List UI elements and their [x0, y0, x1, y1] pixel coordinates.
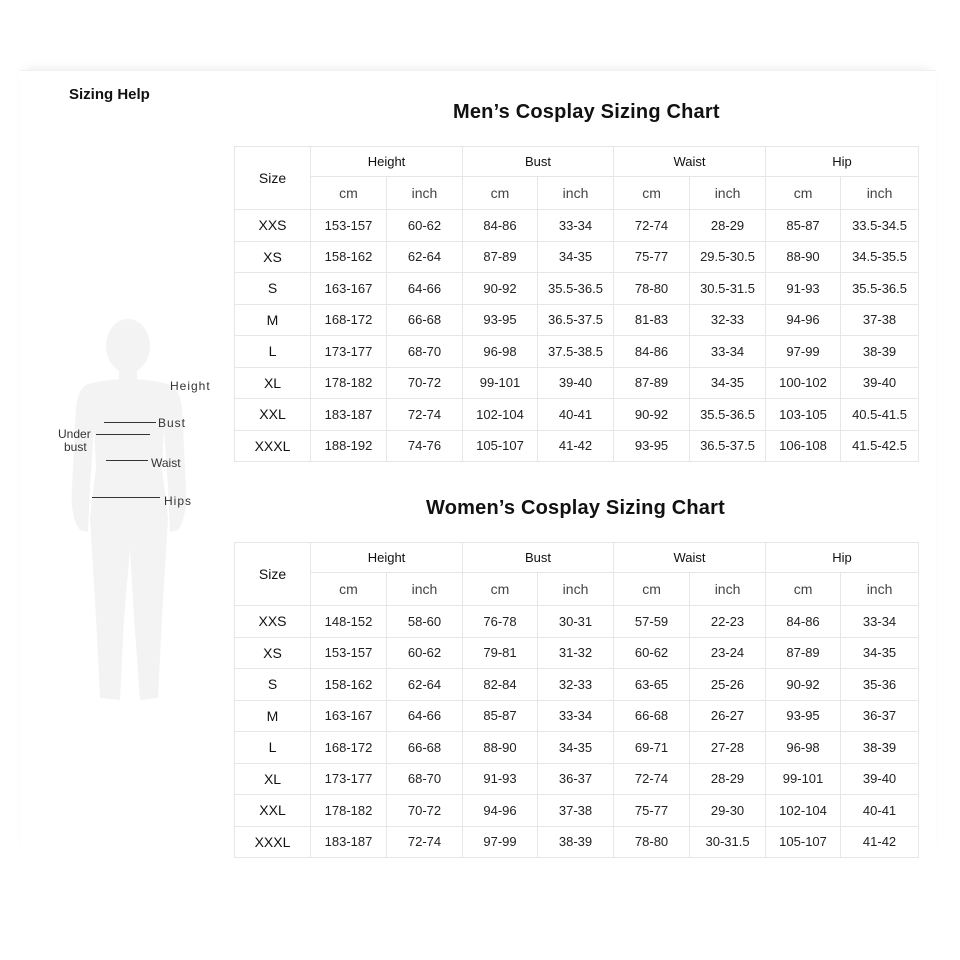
measurement-cell: 90-92 — [614, 399, 690, 431]
measurement-cell: 96-98 — [463, 336, 538, 368]
measurement-cell: 62-64 — [387, 241, 463, 273]
table-row — [235, 606, 919, 638]
waist-label: Waist — [151, 456, 181, 470]
measurement-cell: 39-40 — [841, 367, 919, 399]
measurement-cell: 90-92 — [463, 273, 538, 305]
table-row — [235, 241, 919, 273]
measurement-cell: 30.5-31.5 — [690, 273, 766, 305]
waist-measure-line — [106, 460, 148, 461]
measurement-cell: 102-104 — [463, 399, 538, 431]
womens-table-body — [235, 606, 919, 858]
size-cell: L — [235, 336, 311, 368]
measurement-cell: 33-34 — [690, 336, 766, 368]
measurement-cell: 29.5-30.5 — [690, 241, 766, 273]
measurement-cell: 41.5-42.5 — [841, 430, 919, 462]
hips-label: Hips — [164, 494, 193, 508]
measurement-cell: 38-39 — [841, 732, 919, 764]
measurement-cell: 85-87 — [766, 210, 841, 242]
measurement-cell: 34-35 — [538, 241, 614, 273]
under-bust-measure-line — [96, 434, 150, 435]
measurement-cell: 94-96 — [463, 795, 538, 827]
hip-cm-header: cm — [766, 573, 841, 606]
measurement-cell: 27-28 — [690, 732, 766, 764]
measurement-cell: 72-74 — [387, 399, 463, 431]
measurement-cell: 148-152 — [311, 606, 387, 638]
hip-column-header: Hip — [766, 543, 919, 573]
measurement-cell: 66-68 — [387, 304, 463, 336]
height-inch-header: inch — [387, 177, 463, 210]
table-row — [235, 367, 919, 399]
height-inch-header: inch — [387, 573, 463, 606]
measurement-cell: 153-157 — [311, 637, 387, 669]
measurement-cell: 168-172 — [311, 732, 387, 764]
measurement-cell: 173-177 — [311, 336, 387, 368]
measurement-cell: 84-86 — [463, 210, 538, 242]
table-row — [235, 210, 919, 242]
table-row — [235, 430, 919, 462]
measurement-cell: 69-71 — [614, 732, 690, 764]
table-row — [235, 669, 919, 701]
table-row — [235, 336, 919, 368]
waist-inch-header: inch — [690, 177, 766, 210]
measurement-cell: 88-90 — [463, 732, 538, 764]
measurement-cell: 60-62 — [614, 637, 690, 669]
measurement-cell: 57-59 — [614, 606, 690, 638]
under-bust-label-line2: bust — [64, 440, 87, 454]
measurement-cell: 35.5-36.5 — [841, 273, 919, 305]
measurement-cell: 87-89 — [614, 367, 690, 399]
measurement-cell: 40-41 — [841, 795, 919, 827]
size-cell: XXL — [235, 795, 311, 827]
measurement-cell: 68-70 — [387, 336, 463, 368]
size-column-header: Size — [235, 147, 311, 210]
measurement-cell: 94-96 — [766, 304, 841, 336]
waist-column-header: Waist — [614, 543, 766, 573]
measurement-cell: 41-42 — [841, 826, 919, 858]
waist-column-header: Waist — [614, 147, 766, 177]
table-row — [235, 399, 919, 431]
measurement-cell: 41-42 — [538, 430, 614, 462]
bust-cm-header: cm — [463, 573, 538, 606]
hip-cm-header: cm — [766, 177, 841, 210]
measurement-cell: 90-92 — [766, 669, 841, 701]
womens-chart-title: Women’s Cosplay Sizing Chart — [426, 497, 725, 519]
measurement-cell: 93-95 — [463, 304, 538, 336]
table-row — [235, 304, 919, 336]
measurement-cell: 34.5-35.5 — [841, 241, 919, 273]
height-column-header: Height — [311, 147, 463, 177]
measurement-cell: 82-84 — [463, 669, 538, 701]
size-cell: XXL — [235, 399, 311, 431]
height-label: Height — [170, 379, 211, 393]
measurement-cell: 25-26 — [690, 669, 766, 701]
measurement-cell: 37-38 — [841, 304, 919, 336]
height-cm-header: cm — [311, 573, 387, 606]
measurement-cell: 38-39 — [538, 826, 614, 858]
measurement-cell: 36.5-37.5 — [538, 304, 614, 336]
measurement-cell: 105-107 — [463, 430, 538, 462]
measurement-cell: 79-81 — [463, 637, 538, 669]
measurement-cell: 168-172 — [311, 304, 387, 336]
measurement-cell: 163-167 — [311, 700, 387, 732]
measurement-cell: 36.5-37.5 — [690, 430, 766, 462]
womens-sizing-table — [234, 542, 919, 858]
size-cell: XL — [235, 367, 311, 399]
waist-inch-header: inch — [690, 573, 766, 606]
under-bust-label-line1: Under — [58, 427, 91, 441]
table-row — [235, 795, 919, 827]
bust-column-header: Bust — [463, 543, 614, 573]
hip-inch-header: inch — [841, 177, 919, 210]
measurement-cell: 106-108 — [766, 430, 841, 462]
size-cell: XXXL — [235, 826, 311, 858]
measurement-cell: 183-187 — [311, 399, 387, 431]
measurement-cell: 99-101 — [766, 763, 841, 795]
measurement-cell: 68-70 — [387, 763, 463, 795]
bust-column-header: Bust — [463, 147, 614, 177]
measurement-cell: 70-72 — [387, 367, 463, 399]
measurement-cell: 29-30 — [690, 795, 766, 827]
measurement-cell: 163-167 — [311, 273, 387, 305]
hip-inch-header: inch — [841, 573, 919, 606]
bust-label: Bust — [158, 416, 187, 430]
measurement-cell: 39-40 — [538, 367, 614, 399]
size-cell: S — [235, 273, 311, 305]
size-cell: L — [235, 732, 311, 764]
measurement-cell: 153-157 — [311, 210, 387, 242]
measurement-cell: 85-87 — [463, 700, 538, 732]
measurement-cell: 33-34 — [841, 606, 919, 638]
size-cell: XS — [235, 637, 311, 669]
mens-chart-title: Men’s Cosplay Sizing Chart — [453, 101, 720, 123]
height-column-header: Height — [311, 543, 463, 573]
measurement-cell: 75-77 — [614, 241, 690, 273]
measurement-cell: 84-86 — [614, 336, 690, 368]
hips-measure-line — [92, 497, 160, 498]
waist-cm-header: cm — [614, 177, 690, 210]
mens-sizing-table — [234, 146, 919, 462]
measurement-cell: 178-182 — [311, 367, 387, 399]
measurement-cell: 34-35 — [841, 637, 919, 669]
measurement-cell: 64-66 — [387, 273, 463, 305]
measurement-cell: 66-68 — [614, 700, 690, 732]
sizing-help-heading: Sizing Help — [69, 86, 150, 103]
measurement-cell: 60-62 — [387, 210, 463, 242]
size-column-header: Size — [235, 543, 311, 606]
size-cell: XS — [235, 241, 311, 273]
measurement-cell: 87-89 — [463, 241, 538, 273]
measurement-cell: 173-177 — [311, 763, 387, 795]
measurement-cell: 97-99 — [463, 826, 538, 858]
measurement-cell: 102-104 — [766, 795, 841, 827]
measurement-cell: 72-74 — [387, 826, 463, 858]
measurement-cell: 40-41 — [538, 399, 614, 431]
measurement-cell: 34-35 — [538, 732, 614, 764]
measurement-cell: 38-39 — [841, 336, 919, 368]
measurement-cell: 178-182 — [311, 795, 387, 827]
table-row — [235, 732, 919, 764]
measurement-cell: 103-105 — [766, 399, 841, 431]
measurement-cell: 34-35 — [690, 367, 766, 399]
body-silhouette-figure — [58, 318, 208, 718]
measurement-cell: 66-68 — [387, 732, 463, 764]
measurement-cell: 99-101 — [463, 367, 538, 399]
measurement-cell: 72-74 — [614, 210, 690, 242]
measurement-cell: 70-72 — [387, 795, 463, 827]
table-row — [235, 273, 919, 305]
measurement-cell: 37-38 — [538, 795, 614, 827]
measurement-cell: 35.5-36.5 — [538, 273, 614, 305]
measurement-cell: 30-31 — [538, 606, 614, 638]
measurement-cell: 64-66 — [387, 700, 463, 732]
measurement-cell: 78-80 — [614, 273, 690, 305]
measurement-cell: 32-33 — [538, 669, 614, 701]
bust-cm-header: cm — [463, 177, 538, 210]
measurement-cell: 158-162 — [311, 241, 387, 273]
size-cell: S — [235, 669, 311, 701]
table-row — [235, 700, 919, 732]
size-cell: XL — [235, 763, 311, 795]
measurement-cell: 28-29 — [690, 210, 766, 242]
measurement-cell: 81-83 — [614, 304, 690, 336]
measurement-cell: 23-24 — [690, 637, 766, 669]
measurement-cell: 28-29 — [690, 763, 766, 795]
measurement-cell: 36-37 — [841, 700, 919, 732]
mens-table-body — [235, 210, 919, 462]
measurement-cell: 91-93 — [766, 273, 841, 305]
measurement-cell: 100-102 — [766, 367, 841, 399]
bust-measure-line — [104, 422, 156, 423]
measurement-cell: 93-95 — [614, 430, 690, 462]
waist-cm-header: cm — [614, 573, 690, 606]
bust-inch-header: inch — [538, 177, 614, 210]
table-row — [235, 826, 919, 858]
measurement-cell: 26-27 — [690, 700, 766, 732]
table-row — [235, 763, 919, 795]
measurement-cell: 30-31.5 — [690, 826, 766, 858]
measurement-cell: 36-37 — [538, 763, 614, 795]
measurement-cell: 158-162 — [311, 669, 387, 701]
measurement-cell: 87-89 — [766, 637, 841, 669]
measurement-cell: 22-23 — [690, 606, 766, 638]
measurement-cell: 76-78 — [463, 606, 538, 638]
measurement-cell: 33-34 — [538, 210, 614, 242]
measurement-cell: 31-32 — [538, 637, 614, 669]
measurement-cell: 60-62 — [387, 637, 463, 669]
measurement-cell: 63-65 — [614, 669, 690, 701]
measurement-cell: 35.5-36.5 — [690, 399, 766, 431]
measurement-cell: 35-36 — [841, 669, 919, 701]
measurement-cell: 97-99 — [766, 336, 841, 368]
measurement-cell: 33-34 — [538, 700, 614, 732]
measurement-cell: 75-77 — [614, 795, 690, 827]
measurement-cell: 91-93 — [463, 763, 538, 795]
measurement-cell: 62-64 — [387, 669, 463, 701]
measurement-cell: 72-74 — [614, 763, 690, 795]
measurement-cell: 84-86 — [766, 606, 841, 638]
measurement-cell: 105-107 — [766, 826, 841, 858]
height-cm-header: cm — [311, 177, 387, 210]
measurement-cell: 183-187 — [311, 826, 387, 858]
size-cell: M — [235, 304, 311, 336]
bust-inch-header: inch — [538, 573, 614, 606]
size-cell: XXXL — [235, 430, 311, 462]
measurement-cell: 93-95 — [766, 700, 841, 732]
size-cell: XXS — [235, 210, 311, 242]
table-row — [235, 637, 919, 669]
measurement-cell: 188-192 — [311, 430, 387, 462]
measurement-cell: 40.5-41.5 — [841, 399, 919, 431]
measurement-cell: 74-76 — [387, 430, 463, 462]
measurement-cell: 39-40 — [841, 763, 919, 795]
measurement-cell: 37.5-38.5 — [538, 336, 614, 368]
measurement-cell: 78-80 — [614, 826, 690, 858]
measurement-cell: 88-90 — [766, 241, 841, 273]
size-cell: M — [235, 700, 311, 732]
size-cell: XXS — [235, 606, 311, 638]
measurement-cell: 58-60 — [387, 606, 463, 638]
measurement-cell: 33.5-34.5 — [841, 210, 919, 242]
measurement-cell: 32-33 — [690, 304, 766, 336]
hip-column-header: Hip — [766, 147, 919, 177]
measurement-cell: 96-98 — [766, 732, 841, 764]
